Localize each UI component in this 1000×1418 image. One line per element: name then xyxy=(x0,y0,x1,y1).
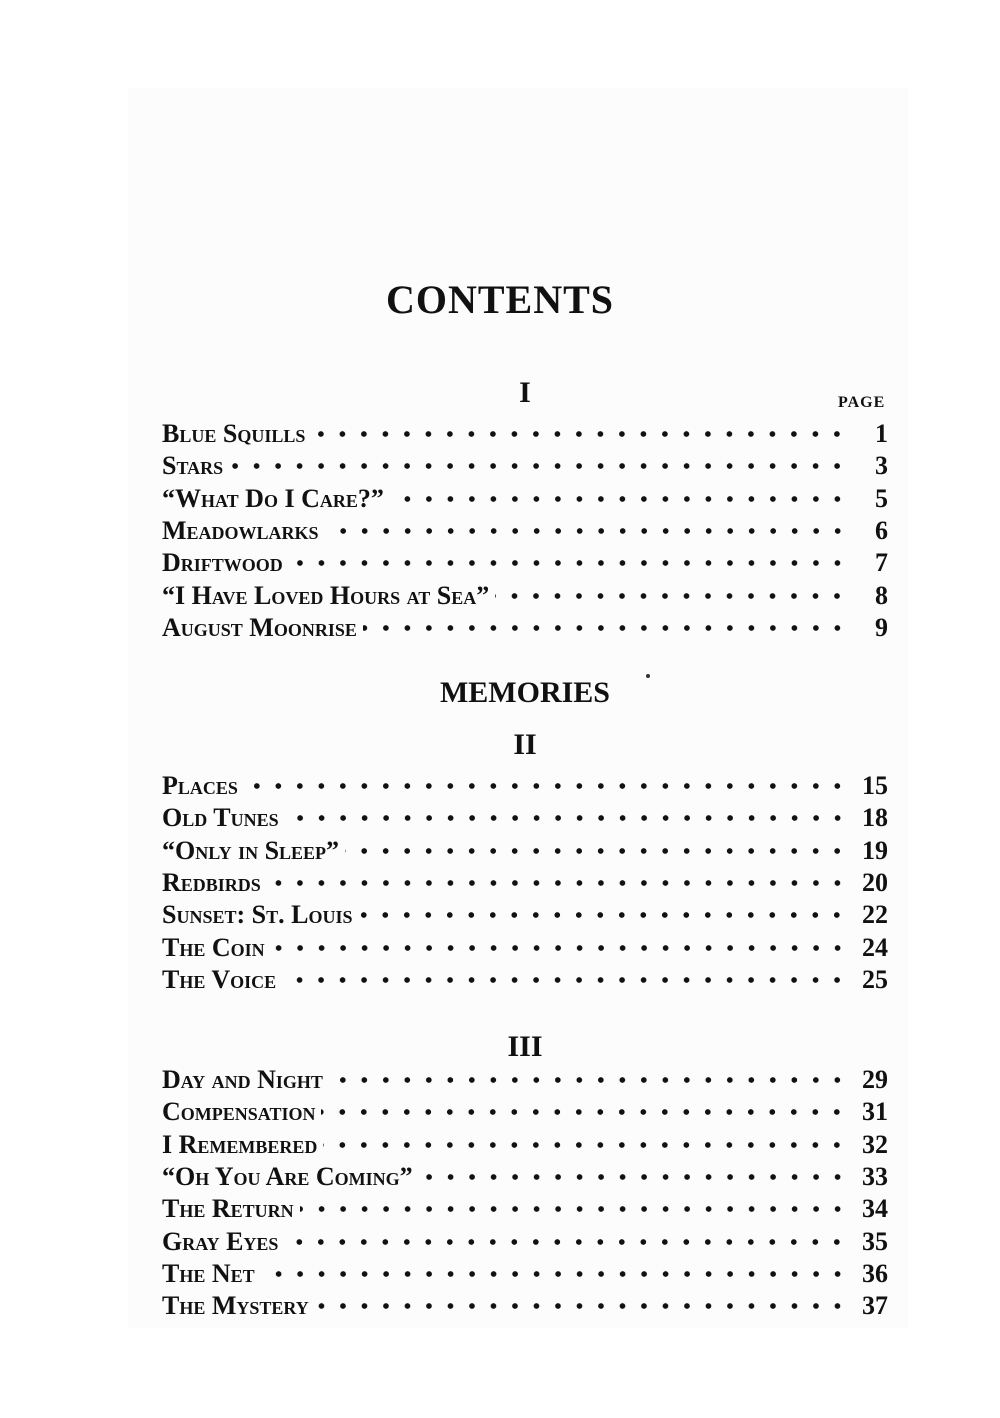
dot-leader xyxy=(311,428,848,440)
entry-title: “I Have Loved Hours at Sea” xyxy=(162,580,490,610)
entry-page: 7 xyxy=(875,548,888,578)
dot-leader xyxy=(229,460,848,472)
entry-page: 33 xyxy=(862,1162,888,1192)
entry-title: Places xyxy=(162,771,238,801)
dot-leader xyxy=(300,1203,848,1215)
toc-entry[interactable] xyxy=(162,1161,888,1193)
entry-page: 15 xyxy=(862,771,888,801)
dot-leader xyxy=(284,1236,848,1248)
entry-title: “Oh You Are Coming” xyxy=(162,1162,413,1192)
toc-entry[interactable] xyxy=(162,547,888,579)
toc-entry[interactable] xyxy=(162,612,888,644)
section-1-list xyxy=(162,418,888,644)
toc-entry[interactable] xyxy=(162,483,888,515)
entry-page: 37 xyxy=(862,1291,888,1321)
entry-title: “What Do I Care?” xyxy=(162,483,384,513)
section-numeral-3: III xyxy=(507,1030,543,1063)
entry-title: The Return xyxy=(162,1194,294,1224)
dot-leader xyxy=(358,909,848,921)
dot-leader xyxy=(329,1074,848,1086)
entry-page: 25 xyxy=(862,964,888,994)
dot-leader xyxy=(315,1300,848,1312)
section-3-list xyxy=(162,1064,888,1322)
entry-page: 24 xyxy=(862,932,888,962)
dot-leader xyxy=(495,590,848,602)
entry-page: 8 xyxy=(875,580,888,610)
toc-entry[interactable] xyxy=(162,1290,888,1322)
entry-page: 5 xyxy=(875,483,888,513)
entry-title: Gray Eyes xyxy=(162,1226,279,1256)
entry-title: Old Tunes xyxy=(162,803,279,833)
toc-entry[interactable] xyxy=(162,835,888,867)
dot-leader xyxy=(244,780,848,792)
dot-leader xyxy=(282,974,848,986)
entry-page: 18 xyxy=(862,803,888,833)
toc-entry[interactable] xyxy=(162,1129,888,1161)
toc-entry[interactable] xyxy=(162,579,888,611)
section-numeral-1: I xyxy=(519,376,531,409)
entry-title: Stars xyxy=(162,451,224,481)
dot-leader xyxy=(419,1171,848,1183)
entry-page: 6 xyxy=(875,516,888,546)
entry-title: Driftwood xyxy=(162,548,283,578)
dot-leader xyxy=(390,493,848,505)
toc-entry[interactable] xyxy=(162,802,888,834)
entry-title: The Voice xyxy=(162,964,277,994)
dot-leader xyxy=(261,1268,848,1280)
entry-page: 31 xyxy=(862,1097,888,1127)
toc-entry[interactable] xyxy=(162,418,888,450)
entry-title: Compensation xyxy=(162,1097,316,1127)
entry-page: 32 xyxy=(862,1129,888,1159)
page-title: CONTENTS xyxy=(385,277,615,322)
toc-entry[interactable] xyxy=(162,1064,888,1096)
toc-entry[interactable] xyxy=(162,1225,888,1257)
toc-entry[interactable] xyxy=(162,931,888,963)
entry-title: The Net xyxy=(162,1258,255,1288)
toc-entry[interactable] xyxy=(162,1096,888,1128)
entry-page: 1 xyxy=(875,419,888,449)
dot-leader xyxy=(363,622,848,634)
dot-leader xyxy=(321,1106,848,1118)
entry-title: I Remembered xyxy=(162,1129,318,1159)
section-2-list xyxy=(162,770,888,996)
entry-title: Meadowlarks xyxy=(162,516,319,546)
entry-title: Day and Night xyxy=(162,1065,323,1095)
page-column-label: PAGE xyxy=(838,394,886,411)
entry-page: 34 xyxy=(862,1194,888,1224)
section-numeral-2: II xyxy=(513,728,537,761)
toc-entry[interactable] xyxy=(162,515,888,547)
dot-leader xyxy=(345,845,848,857)
dot-leader xyxy=(271,942,848,954)
entry-page: 29 xyxy=(862,1065,888,1095)
entry-page: 9 xyxy=(875,612,888,642)
dot-leader xyxy=(325,525,848,537)
entry-title: “Only in Sleep” xyxy=(162,835,340,865)
entry-page: 19 xyxy=(862,835,888,865)
toc-entry[interactable] xyxy=(162,964,888,996)
toc-entry[interactable] xyxy=(162,1193,888,1225)
dot-leader xyxy=(289,557,848,569)
entry-title: August Moonrise xyxy=(162,612,357,642)
dot-leader xyxy=(285,812,848,824)
entry-page: 22 xyxy=(862,900,888,930)
toc-entry[interactable] xyxy=(162,867,888,899)
section-heading-memories: MEMORIES xyxy=(439,676,610,709)
toc-entry[interactable] xyxy=(162,770,888,802)
toc-entry[interactable] xyxy=(162,899,888,931)
dot-leader xyxy=(267,877,848,889)
entry-title: Blue Squills xyxy=(162,419,306,449)
entry-page: 36 xyxy=(862,1258,888,1288)
entry-title: Sunset: St. Louis xyxy=(162,900,353,930)
dot-leader xyxy=(323,1139,848,1151)
entry-page: 35 xyxy=(862,1226,888,1256)
entry-page: 3 xyxy=(875,451,888,481)
entry-title: The Mystery xyxy=(162,1291,309,1321)
toc-entry[interactable] xyxy=(162,1258,888,1290)
entry-title: Redbirds xyxy=(162,868,261,898)
toc-entry[interactable] xyxy=(162,450,888,482)
entry-title: The Coin xyxy=(162,932,265,962)
entry-page: 20 xyxy=(862,868,888,898)
